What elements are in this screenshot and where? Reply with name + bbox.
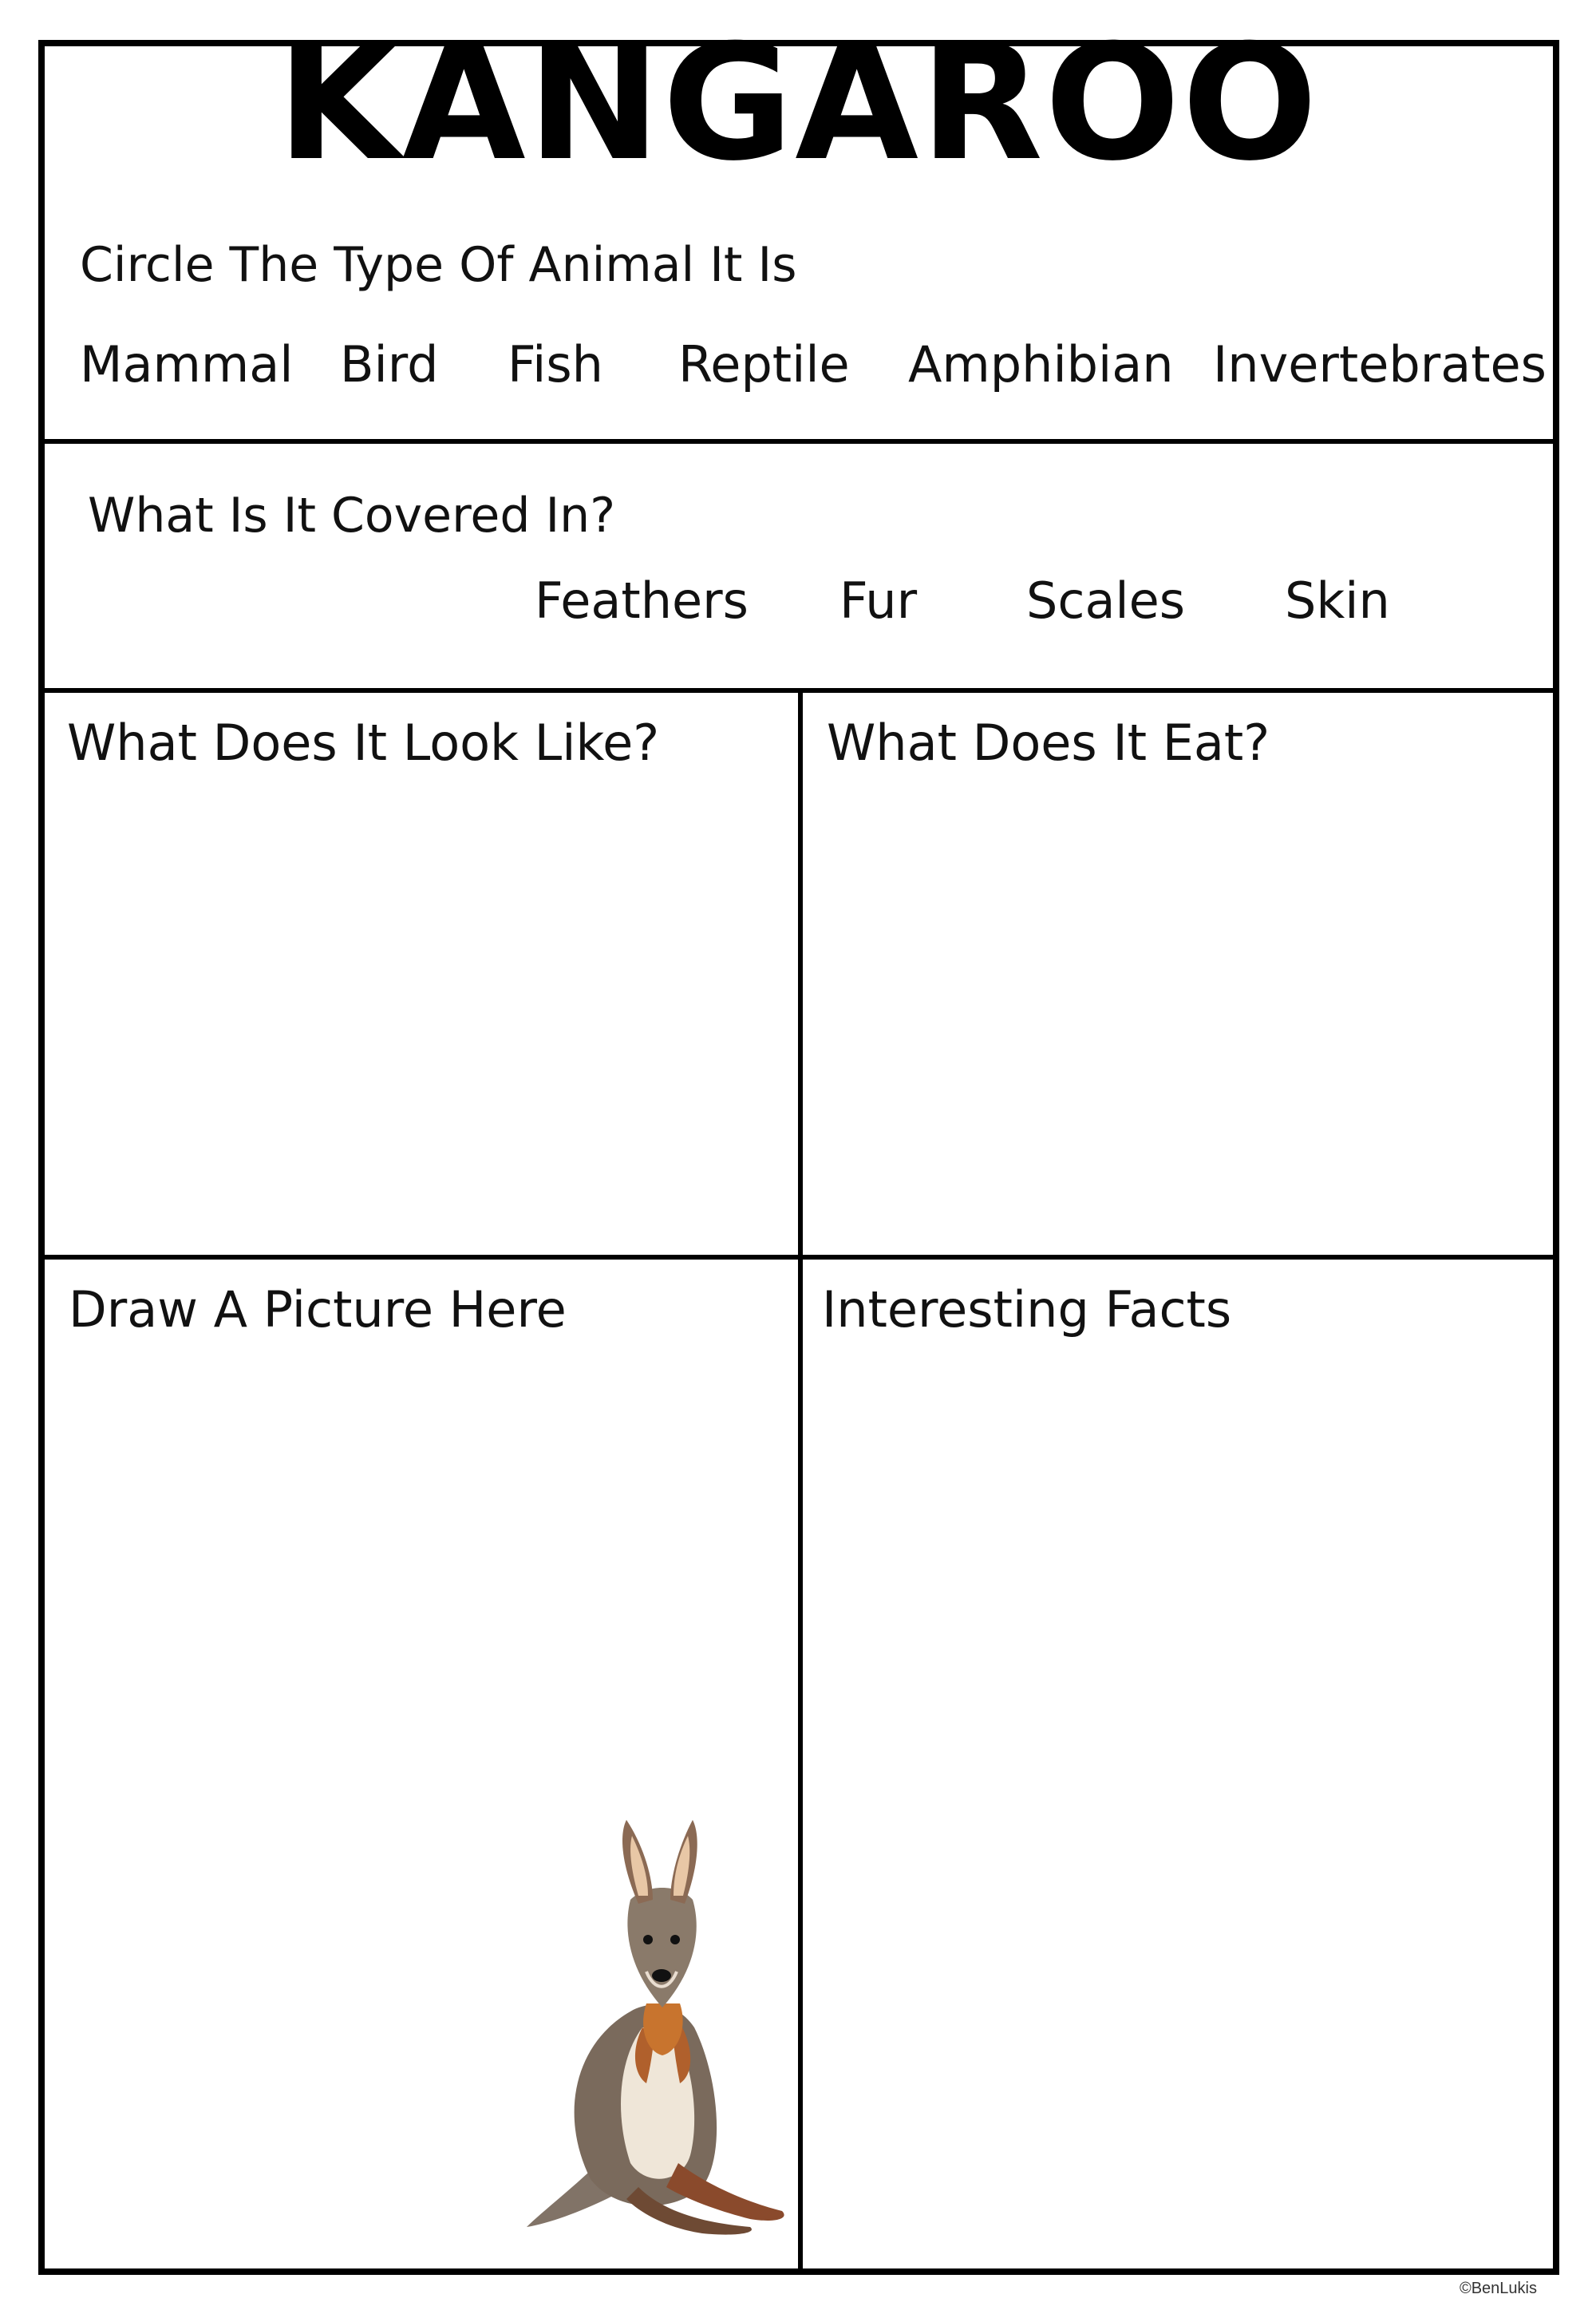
option-fur[interactable]: Fur bbox=[839, 572, 918, 630]
covering-prompt: What Is It Covered In? bbox=[88, 488, 616, 544]
look-like-answer-area[interactable] bbox=[46, 790, 795, 1250]
draw-label: Draw A Picture Here bbox=[69, 1280, 567, 1339]
page-title: KANGAROO bbox=[276, 10, 1320, 196]
option-reptile[interactable]: Reptile bbox=[678, 335, 850, 394]
look-like-label: What Does It Look Like? bbox=[67, 714, 660, 772]
option-skin[interactable]: Skin bbox=[1285, 572, 1390, 630]
animal-type-prompt: Circle The Type Of Animal It Is bbox=[80, 237, 797, 293]
eat-label: What Does It Eat? bbox=[827, 714, 1270, 772]
option-mammal[interactable]: Mammal bbox=[80, 335, 294, 394]
divider-type-covering bbox=[41, 439, 1556, 444]
option-scales[interactable]: Scales bbox=[1026, 572, 1186, 630]
option-feathers[interactable]: Feathers bbox=[535, 572, 749, 630]
option-amphibian[interactable]: Amphibian bbox=[908, 335, 1174, 394]
draw-area[interactable] bbox=[46, 1357, 795, 1804]
eat-answer-area[interactable] bbox=[806, 790, 1553, 1250]
kangaroo-illustration bbox=[511, 1812, 806, 2243]
option-fish[interactable]: Fish bbox=[508, 335, 603, 394]
facts-answer-area[interactable] bbox=[806, 1357, 1553, 2267]
copyright-text: ©BenLukis bbox=[1459, 2280, 1537, 2297]
option-bird[interactable]: Bird bbox=[340, 335, 439, 394]
option-invertebrates[interactable]: Invertebrates bbox=[1213, 335, 1547, 394]
facts-label: Interesting Facts bbox=[822, 1280, 1232, 1339]
